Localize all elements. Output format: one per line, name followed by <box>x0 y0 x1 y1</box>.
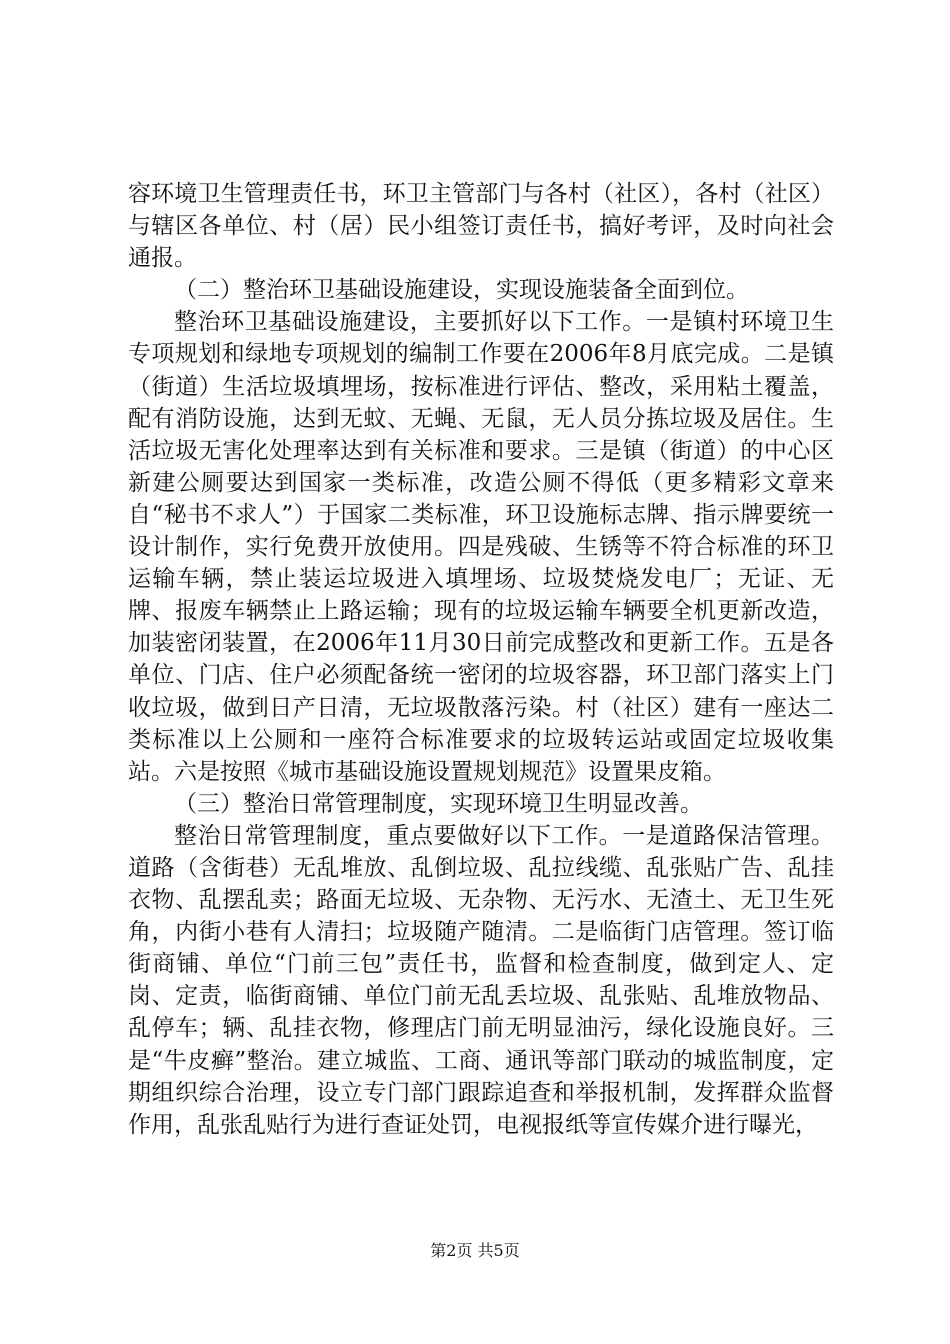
paragraph-daily-management: 整治日常管理制度，重点要做好以下工作。一是道路保洁管理。道路（含街巷）无乱堆放、乱倒垃圾、乱拉线缆、乱张贴广告、乱挂衣物、乱摆乱卖；路面无垃圾、无杂物、无污水、无渣土、无卫生死角，内街小巷有人清扫；垃圾随产随清。二是临街门店管理。签订临街商铺、单位“门前三包”责任书，监督和检查制度，做到定人、定岗、定责，临街商铺、单位门前无乱丢垃圾、乱张贴、乱堆放物品、乱停车；辆、乱挂衣物，修理店门前无明显油污，绿化设施良好。三是“牛皮癣”整治。建立城监、工商、通讯等部门联动的城监制度，定期组织综合治理，设立专门部门跟踪追查和举报机制，发挥群众监督作用，乱张乱贴行为进行查证处罚，电视报纸等宣传媒介进行曝光， <box>128 822 834 1138</box>
page-number-label: 第2页 共5页 <box>430 1241 520 1260</box>
document-body <box>128 178 834 1141</box>
page-footer <box>0 1241 950 1261</box>
paragraph-continuation: 容环境卫生管理责任书，环卫主管部门与各村（社区），各村（社区）与辖区各单位、村（居）民小组签订责任书，搞好考评，及时向社会通报。 <box>128 181 834 272</box>
paragraph-infrastructure: 整治环卫基础设施建设，主要抓好以下工作。一是镇村环境卫生专项规划和绿地专项规划的编制工作要在2006年8月底完成。二是镇（街道）生活垃圾填埋场，按标准进行评估、整改，采用粘土覆盖，配有消防设施，达到无蚊、无蝇、无鼠，无人员分拣垃圾及居住。生活垃圾无害化处理率达到有关标准和要求。三是镇（街道）的中心区新建公厕要达到国家一类标准，改造公厕不得低（更多精彩文章来自“秘书不求人”）于国家二类标准，环卫设施标志牌、指示牌要统一设计制作，实行免费开放使用。四是残破、生锈等不符合标准的环卫运输车辆，禁止装运垃圾进入填埋场、垃圾焚烧发电厂；无证、无牌、报废车辆禁止上路运输；现有的垃圾运输车辆要全机更新改造，加装密闭装置，在2006年11月30日前完成整改和更新工作。五是各单位、门店、住户必须配备统一密闭的垃圾容器，环卫部门落实上门收垃圾，做到日产日清，无垃圾散落污染。村（社区）建有一座达二类标准以上公厕和一座符合标准要求的垃圾转运站或固定垃圾收集站。六是按照《城市基础设施设置规划规范》设置果皮箱。 <box>128 309 834 785</box>
section-heading-2: （二）整治环卫基础设施建设，实现设施装备全面到位。 <box>174 277 749 304</box>
section-heading-3: （三）整治日常管理制度，实现环境卫生明显改善。 <box>174 790 703 817</box>
